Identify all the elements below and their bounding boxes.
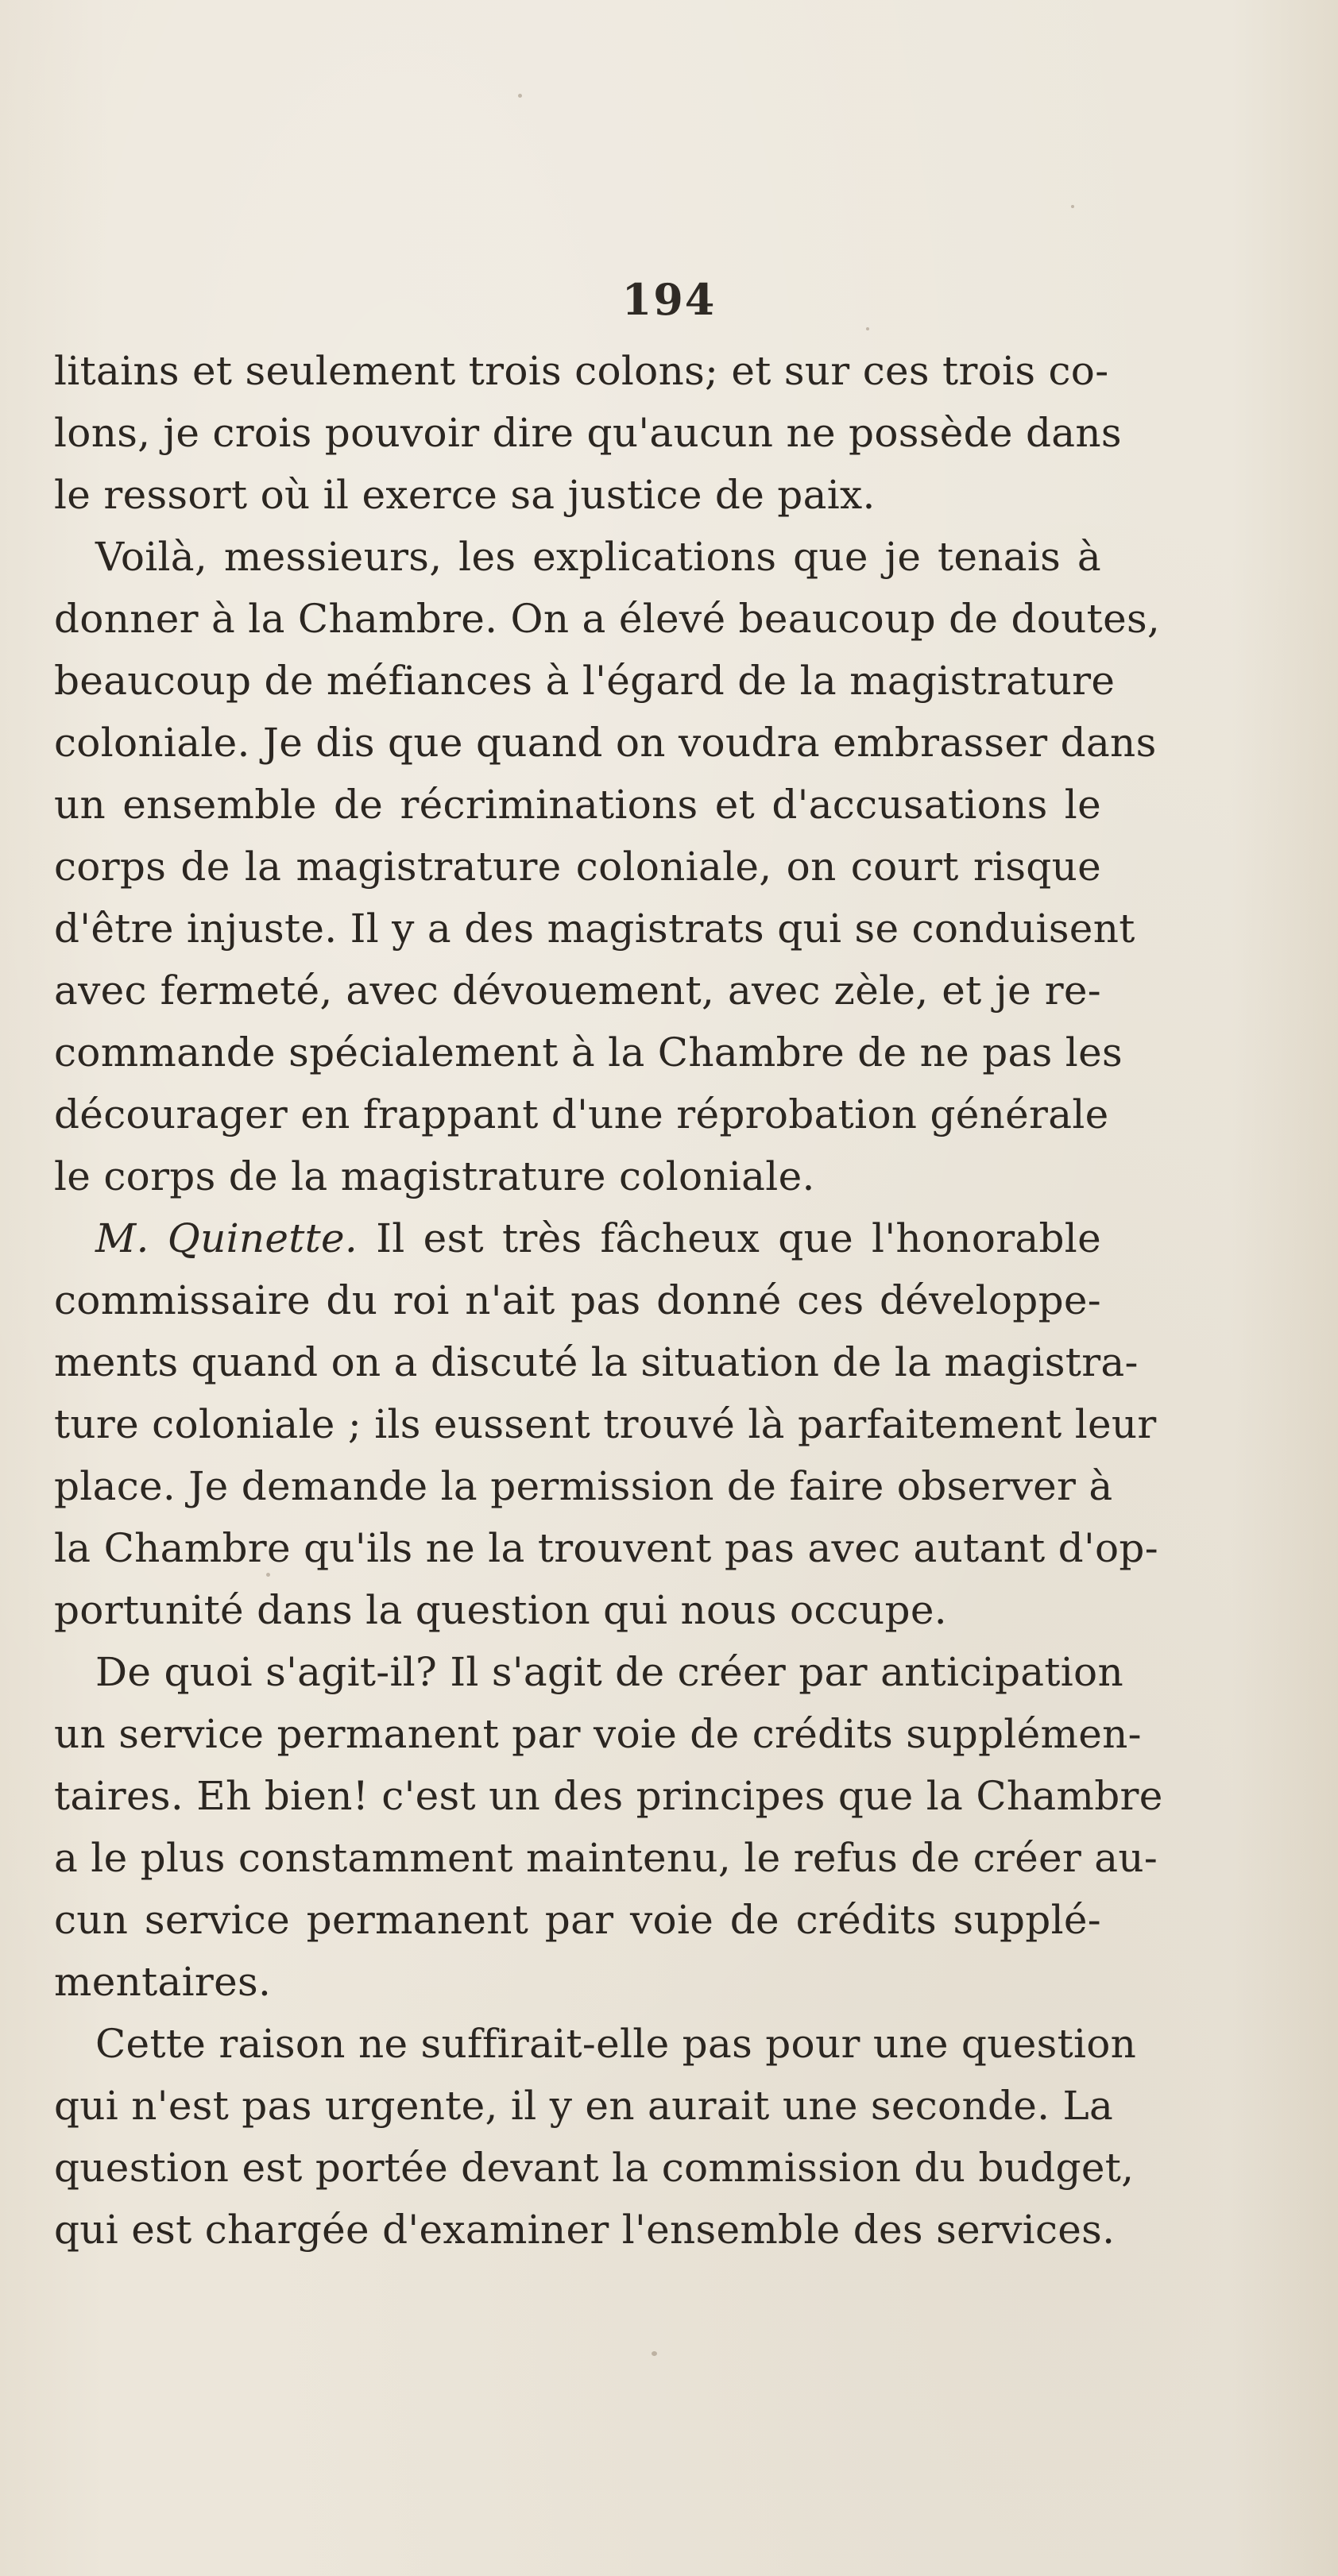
paper-speck xyxy=(652,2351,657,2356)
paragraph xyxy=(54,526,1161,1207)
text-line: un service permanent par voie de crédits supplémen- xyxy=(54,1711,1142,1757)
text-line: taires. Eh bien! c'est un des principes que la Chambre xyxy=(54,1773,1163,1819)
text-line: a le plus constamment maintenu, le refus de créer au- xyxy=(54,1835,1158,1881)
body-text xyxy=(54,340,1163,2261)
text-line: corps de la magistrature coloniale, on court risque xyxy=(54,844,1101,890)
text-line: d'être injuste. Il y a des magistrats qui se conduisent xyxy=(54,906,1135,952)
speech-text: Il est très fâcheux que l'honorable xyxy=(358,1215,1101,1261)
paragraph xyxy=(54,340,1122,526)
page-number: 194 xyxy=(621,274,717,325)
text-line: qui n'est pas urgente, il y en aurait une seconde. La xyxy=(54,2083,1114,2129)
text-line: le ressort où il exerce sa justice de paix. xyxy=(54,472,876,518)
text-line: litains et seulement trois colons; et sur ces trois co- xyxy=(54,348,1109,394)
text-line: un ensemble de récriminations et d'accusations le xyxy=(54,782,1101,828)
text-line: lons, je crois pouvoir dire qu'aucun ne possède dans xyxy=(54,410,1122,456)
text-line: place. Je demande la permission de faire observer à xyxy=(54,1463,1113,1509)
text-line: le corps de la magistrature coloniale. xyxy=(54,1153,815,1199)
text-line: coloniale. Je dis que quand on voudra embrasser dans xyxy=(54,720,1157,766)
text-line: donner à la Chambre. On a élevé beaucoup de doutes, xyxy=(54,596,1161,642)
text-line: qui est chargée d'examiner l'ensemble des services. xyxy=(54,2207,1116,2253)
text-line: ture coloniale ; ils eussent trouvé là parfaitement leur xyxy=(54,1401,1157,1447)
text-line: la Chambre qu'ils ne la trouvent pas avec autant d'op- xyxy=(54,1525,1158,1571)
text-line: ments quand on a discuté la situation de la magistra- xyxy=(54,1339,1139,1385)
paragraph xyxy=(54,1641,1163,2013)
text-line: Cette raison ne suffirait-elle pas pour une question xyxy=(95,2021,1137,2067)
text-line: De quoi s'agit-il? Il s'agit de créer par anticipation xyxy=(95,1649,1123,1695)
speaker-name: M. Quinette. xyxy=(95,1215,358,1261)
text-line xyxy=(54,1207,1101,1269)
text-line: question est portée devant la commission du budget, xyxy=(54,2145,1135,2191)
text-line: avec fermeté, avec dévouement, avec zèle, et je re- xyxy=(54,967,1101,1014)
paragraph xyxy=(54,1207,1158,1641)
text-line: commissaire du roi n'ait pas donné ces développe- xyxy=(54,1277,1101,1323)
paragraph xyxy=(54,2013,1137,2261)
text-line: décourager en frappant d'une réprobation générale xyxy=(54,1091,1109,1137)
text-line: portunité dans la question qui nous occupe. xyxy=(54,1587,947,1633)
text-line: mentaires. xyxy=(54,1959,272,2005)
paper-speck xyxy=(518,94,522,98)
text-line: Voilà, messieurs, les explications que je tenais à xyxy=(95,534,1101,580)
text-line: cun service permanent par voie de crédits supplé- xyxy=(54,1897,1101,1943)
text-line: commande spécialement à la Chambre de ne pas les xyxy=(54,1029,1123,1076)
paper-speck xyxy=(866,327,869,330)
paper-speck xyxy=(1071,205,1074,208)
text-line: beaucoup de méfiances à l'égard de la magistrature xyxy=(54,658,1116,704)
